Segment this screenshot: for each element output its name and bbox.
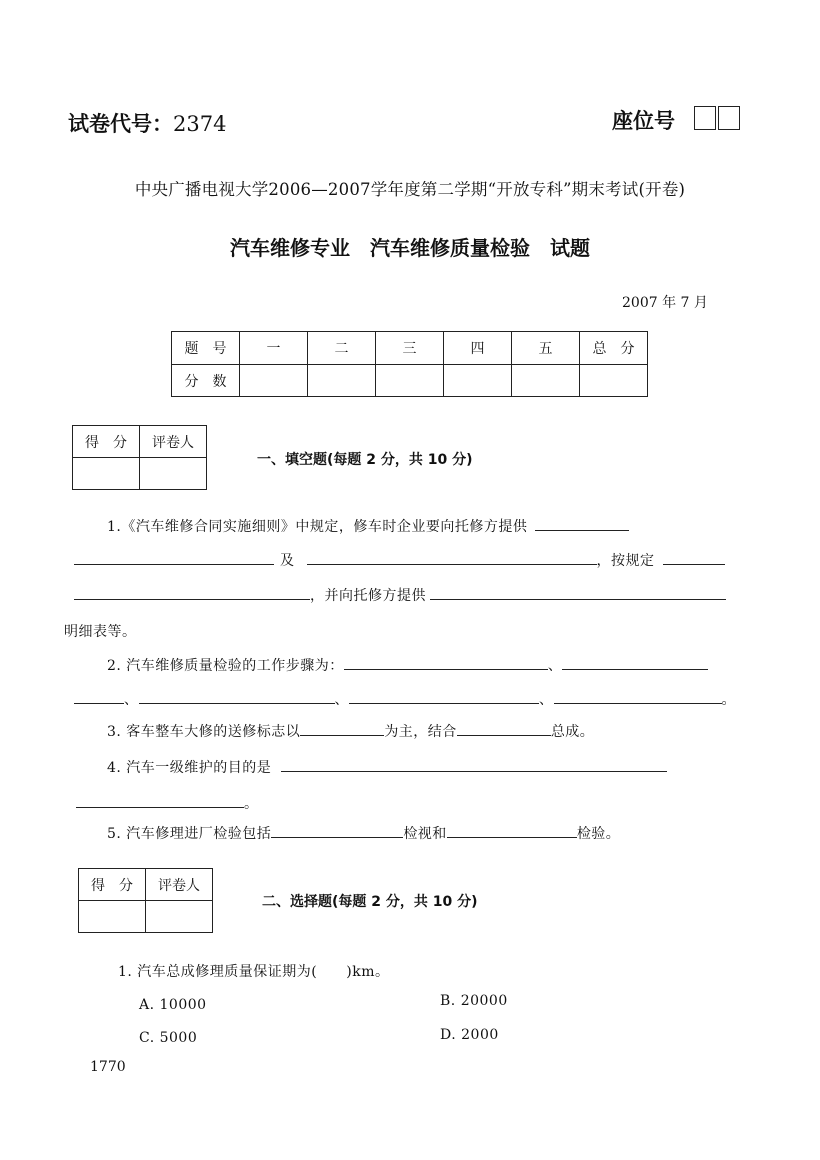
score-table-row-label: 分 数	[172, 365, 240, 397]
seat-number-box-1[interactable]	[694, 106, 716, 130]
question-5-text-c: 检验。	[576, 826, 621, 842]
answer-blank[interactable]	[663, 550, 725, 565]
grader-box-score-label: 得 分	[79, 869, 146, 901]
exam-code-label	[68, 108, 226, 138]
question-1-text-b: 及	[280, 553, 295, 569]
grader-box-grader-label: 评卷人	[140, 426, 207, 458]
answer-blank[interactable]	[447, 823, 577, 838]
answer-blank[interactable]	[535, 516, 629, 531]
answer-blank[interactable]	[74, 550, 274, 565]
end-mark: 。	[721, 692, 736, 708]
exam-code-value: 2374	[173, 112, 227, 136]
answer-blank[interactable]	[457, 721, 551, 736]
exam-code-label-text: 试卷代号：	[68, 112, 173, 136]
exam-date: 2007 年 7 月	[622, 295, 708, 311]
score-cell-2[interactable]	[308, 365, 376, 397]
grader-box-section-2	[78, 868, 213, 933]
score-table-header-cell: 一	[240, 332, 308, 365]
choice-option-a[interactable]: A. 10000	[139, 997, 207, 1013]
question-1-line-2	[74, 550, 725, 570]
choice-question-1: 1. 汽车总成修理质量保证期为( )km。	[118, 964, 390, 980]
grader-box-score-cell[interactable]	[73, 458, 140, 490]
question-1-text-d: ，并向托修方提供	[310, 588, 426, 604]
end-mark: 。	[244, 796, 259, 812]
score-table-header-cell: 题 号	[172, 332, 240, 365]
score-cell-1[interactable]	[240, 365, 308, 397]
answer-blank[interactable]	[349, 689, 539, 704]
question-1-line-1	[107, 516, 629, 536]
grader-box-score-cell[interactable]	[79, 901, 146, 933]
answer-blank[interactable]	[281, 757, 667, 772]
question-1-text-e: 明细表等。	[64, 624, 137, 640]
score-table-header-cell: 总 分	[580, 332, 648, 365]
score-table-header-cell: 四	[444, 332, 512, 365]
separator: 、	[124, 692, 139, 708]
question-4-line-2	[76, 793, 259, 813]
score-cell-3[interactable]	[376, 365, 444, 397]
seat-number-box-2[interactable]	[718, 106, 740, 130]
section-1-title: 一、填空题(每题 2 分，共 10 分)	[257, 452, 473, 468]
grader-box-score-label: 得 分	[73, 426, 140, 458]
question-5-line	[107, 823, 620, 843]
question-4-text: 4. 汽车一级维护的目的是	[107, 760, 272, 776]
question-5-text-a: 5. 汽车修理进厂检验包括	[107, 826, 272, 842]
score-table-header-cell: 二	[308, 332, 376, 365]
score-table	[171, 331, 648, 397]
score-table-score-row	[172, 365, 648, 397]
question-2-line-1	[107, 655, 708, 675]
question-5-text-b: 检视和	[403, 826, 447, 842]
grader-box-grader-cell[interactable]	[140, 458, 207, 490]
score-cell-4[interactable]	[444, 365, 512, 397]
score-table-header-cell: 三	[376, 332, 444, 365]
question-3-text-b: 为主，结合	[384, 724, 457, 740]
question-1-line-3	[74, 585, 726, 605]
answer-blank[interactable]	[300, 721, 384, 736]
answer-blank[interactable]	[562, 655, 708, 670]
answer-blank[interactable]	[74, 689, 124, 704]
choice-option-c[interactable]: C. 5000	[139, 1030, 198, 1046]
answer-blank[interactable]	[307, 550, 597, 565]
answer-blank[interactable]	[554, 689, 722, 704]
answer-blank[interactable]	[344, 655, 548, 670]
question-2-text: 2. 汽车维修质量检验的工作步骤为：	[107, 658, 344, 674]
grader-box-grader-label: 评卷人	[146, 869, 213, 901]
choice-option-b[interactable]: B. 20000	[440, 993, 508, 1009]
answer-blank[interactable]	[76, 793, 244, 808]
question-4-line-1	[107, 757, 667, 777]
separator: 、	[547, 658, 563, 674]
question-2-line-2	[74, 689, 736, 709]
grader-box-section-1	[72, 425, 207, 490]
seat-number-label: 座位号	[612, 109, 675, 133]
subject-title: 汽车维修专业 汽车维修质量检验 试题	[230, 236, 590, 260]
separator: 、	[334, 692, 349, 708]
answer-blank[interactable]	[74, 585, 310, 600]
exam-title: 中央广播电视大学2006—2007学年度第二学期“开放专科”期末考试(开卷)	[134, 180, 686, 199]
section-2-title: 二、选择题(每题 2 分，共 10 分)	[262, 894, 478, 910]
grader-box-grader-cell[interactable]	[146, 901, 213, 933]
choice-option-d[interactable]: D. 2000	[440, 1027, 499, 1043]
question-3-line	[107, 721, 594, 741]
score-table-header-row	[172, 332, 648, 365]
question-3-text-a: 3. 客车整车大修的送修标志以	[107, 724, 301, 740]
answer-blank[interactable]	[139, 689, 335, 704]
separator: 、	[539, 692, 554, 708]
answer-blank[interactable]	[430, 585, 726, 600]
score-cell-5[interactable]	[512, 365, 580, 397]
page-number: 1770	[90, 1059, 126, 1075]
question-1-text-a: 1.《汽车维修合同实施细则》中规定，修车时企业要向托修方提供	[107, 519, 528, 535]
question-3-text-c: 总成。	[550, 724, 595, 740]
score-table-header-cell: 五	[512, 332, 580, 365]
answer-blank[interactable]	[271, 823, 403, 838]
question-1-text-c: ，按规定	[596, 553, 655, 569]
score-cell-total[interactable]	[580, 365, 648, 397]
